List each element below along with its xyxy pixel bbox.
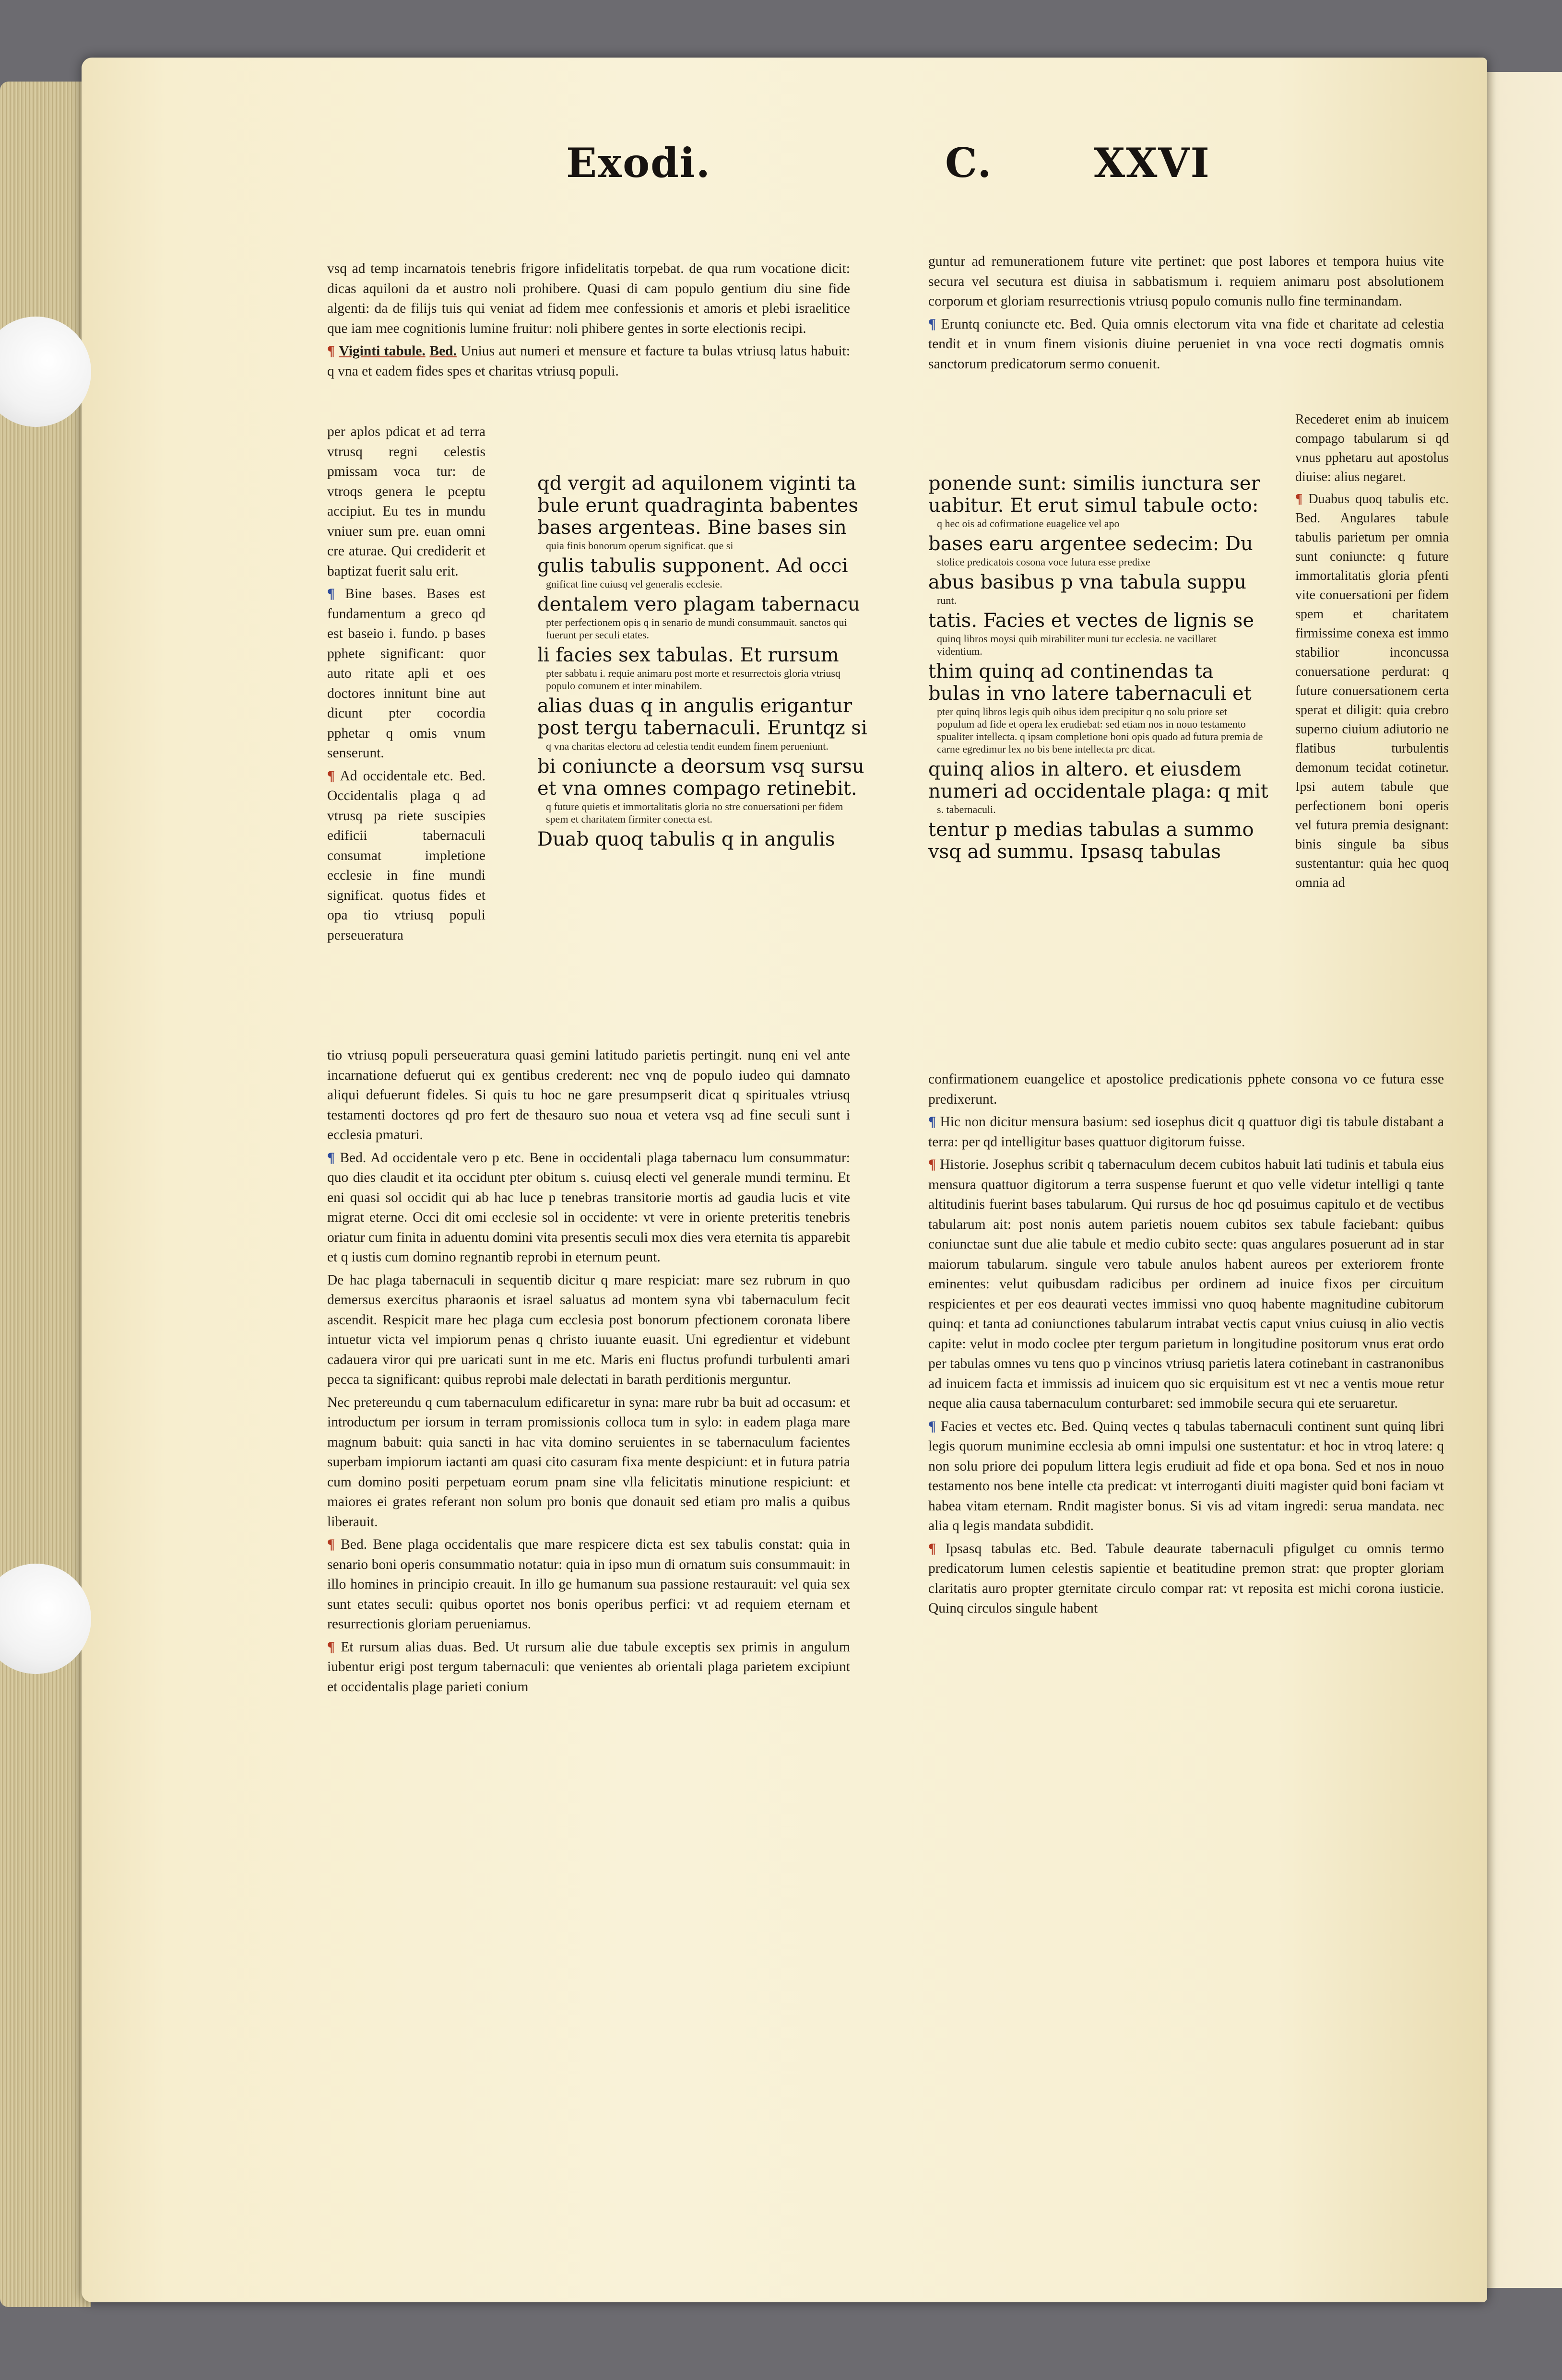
gloss-left-narrow <box>327 422 485 1036</box>
scripture-line: bases argenteas. Bine bases sin <box>537 517 847 539</box>
gloss-right-bottom <box>928 1070 1444 1943</box>
gloss-paragraph: De hac plaga tabernaculi in sequentib dicitur q mare respiciat: mare sez rubrum in quo demersus exercitus pharaonis et israel saluatus ad montem syna vbi tabernaculum fecit ascendit. Respicit mare hec plaga cum ecclesia post bonorum pfectionem coronata libere intuetur victa vel impiorum penas q christo iuuante euasit. Uni egredientur et videbunt cadauera viror qui pre uaricati sunt in me etc. Maris eni fluctus profundi turbulenti amari pecca ta significant: quibus reprobi male delectati in barath perditionis merguntur. <box>327 1272 850 1387</box>
scripture-line: abus basibus p vna tabula suppu <box>928 571 1246 593</box>
gloss-left-bottom <box>327 1046 850 1938</box>
pilcrow-marker: ¶ <box>327 343 335 359</box>
scripture-line: et vna omnes compago retinebit. <box>537 778 857 800</box>
gloss-paragraph <box>327 1535 850 1635</box>
scripture-right <box>928 472 1268 1024</box>
interlinear-gloss: q hec ois ad cofirmatione euagelice vel apo <box>937 518 1120 530</box>
pilcrow-marker: ¶ <box>928 1114 936 1130</box>
gloss-text: Bed. Ad occidentale vero p etc. Bene in occidentali plaga tabernacu lum consummatur: quo dies claudit et ita occidunt pter obitum s. cuiusq electi vel generale mundi terminu. Et eni quasi sol occidit qui ab hac luce p tenebras transitorie mortis ad gaudia lucis et vite migrat eterne. Occi dit omi ecclesie sol in occidente: vt vere in oriente preteritis tenebris oriatur cum finita in aduentu domini vita presentis seculi mox dies vera eternita tis apparebit et q iustis cum domino regnantib reprobi in eternum peunt. <box>327 1150 851 1265</box>
scripture-line: qd vergit ad aquilonem viginti ta <box>537 472 856 495</box>
interlinear-gloss: pter perfectionem opis q in senario de mundi consummauit. sanctos qui fuerunt per seculi etates. <box>546 616 847 641</box>
running-head-chapter: XXVI <box>1094 139 1210 187</box>
scripture-line: bule erunt quadraginta babentes <box>537 495 859 517</box>
gloss-paragraph <box>928 1155 1444 1414</box>
gloss-paragraph-rubricated <box>327 342 850 381</box>
scripture-line: bases earu argentee sedecim: Du <box>928 533 1253 555</box>
gloss-text: Hic non dicitur mensura basium: sed iosephus dicit q quattuor digi tis tabule distabant a terra: per qd intelligitur bases quattuor digitorum fuisse. <box>928 1114 1444 1150</box>
facing-page-edge <box>1477 72 1562 2288</box>
gloss-text: Unius aut numeri et mensure et facture ta bulas vtriusq latus habuit: q vna et eadem fides spes et charitas vtriusq populi. <box>327 343 851 379</box>
gloss-paragraph <box>928 1112 1444 1152</box>
interlinear-gloss: quia finis bonorum operum significat. que si <box>546 540 734 552</box>
interlinear-gloss: runt. <box>937 594 957 606</box>
gloss-paragraph <box>327 584 485 764</box>
pilcrow-marker: ¶ <box>327 1639 335 1655</box>
running-head-book: Exodi. <box>566 139 711 187</box>
pilcrow-marker: ¶ <box>327 586 335 601</box>
scripture-line: uabitur. Et erut simul tabule octo: <box>928 495 1259 517</box>
gloss-paragraph <box>928 1539 1444 1619</box>
interlinear-gloss: pter quinq libros legis quib oibus idem precipitur q no solu priore set populum ad fide et opera lex erudiebat: sed etiam nos in nouo testamento spualiter intellecta. q ipsam completione boni opis quado ad futura premia de carne egredimur lex no bis bene intellecta prc dicat. <box>937 706 1263 755</box>
scripture-left <box>537 472 867 1024</box>
scripture-line: numeri ad occidentale plaga: q mit <box>928 780 1268 802</box>
scripture-line: li facies sex tabulas. Et rursum <box>537 644 839 666</box>
gloss-text: Bine bases. Bases est fundamentum a greco qd est baseio i. fundo. p bases pphete significant: quor auto ritate apli et oes doctores innitunt bine aut dicunt pter cocordia pphetar q omis vnum senserunt. <box>327 586 485 761</box>
running-head <box>528 139 1247 197</box>
gloss-text: Ipsasq tabulas etc. Bed. Tabule deaurate tabernaculi pfigulget cu omnis termo predicatorum lumen celestis sapientie et beatitudine premon strat: que propter gloriam claritatis auro propter gternitate circulo compar rat: vt reposita est michi corona iusticie. Quinq circulos singule habent <box>928 1541 1444 1616</box>
scripture-line: thim quinq ad continendas ta <box>928 660 1214 683</box>
gloss-paragraph <box>928 1417 1444 1536</box>
pilcrow-marker: ¶ <box>327 1537 335 1552</box>
scripture-line: ponende sunt: similis iunctura ser <box>928 472 1260 495</box>
gloss-paragraph: tio vtriusq populi perseueratura quasi gemini latitudo parietis pertingit. nunq eni vel ante incarnatione defuerut qui ex gentibus crederent: nec vnq de populo iudeo qui damnato aliqui defuerunt fideles. Si quis tu hoc ne gare presumpserit dicat q spirituales vtriusq testamenti doctores qd pro fert de thesauro suo noua et vetera vsq ad fine seculi sunt i ecclesia pmaturi. <box>327 1048 850 1143</box>
scripture-line: tentur p medias tabulas a summo <box>928 819 1254 841</box>
scripture-line: quinq alios in altero. et eiusdem <box>928 758 1242 780</box>
interlinear-gloss: pter sabbatu i. requie animaru post morte et resurrectois gloria vtriusq populo comunem et inter minabilem. <box>546 667 840 692</box>
rubric-lemma: Viginti tabule. <box>339 343 426 359</box>
gloss-paragraph: vsq ad temp incarnatois tenebris frigore infidelitatis torpebat. de qua rum vocatione dicit: dicas aquiloni da et austro noli prohibere. Quasi di cam populo gentium diu sine fide algenti: da de filijs tuis qui veniat ad fidem mee confessionis et amoris et plebi israelitice que iam mee cognitionis lumine fruitur: noli phibere gentes in sorte electionis recipi. <box>327 261 850 336</box>
gloss-text: Duabus quoq tabulis etc. Bed. Angulares tabule tabulis parietum per omnia sunt coniuncte: q future immortalitatis gloria pfenti vite conuersationi per fidem spem et charitatem firmissime conexa est immo stabilior inconcussa conuersatione perdurat: q future conuersationem certa sperat et diligit: quia crebro superno ciuium adiutorio ne flatibus turbulentis demonum tecidat cotinetur. Ipsi autem tabule que perfectionem boni operis vel futura premia designant: binis singule ba sibus sustentantur: quia hec quoq omnia ad <box>1295 492 1449 890</box>
pilcrow-marker: ¶ <box>928 1541 936 1556</box>
scripture-line: dentalem vero plagam tabernacu <box>537 593 860 615</box>
gloss-text: Historie. Josephus scribit q tabernaculum decem cubitos habuit lati tudinis et tabula eius mensura quattuor digitorum a terra suspense fuerunt et quo velle videtur intelligi q tante altitudinis fuerint bases tabularum. Qui rursus de hoc qd posuimus capitulo et de vectibus tabularum ait: post nonis autem parietis nouem cubitos sex tabule faciebant: quibus coniunctae sunt due alie tabule et medio cubito secte: quas angulares posuerunt ad in star maiorum tabularum. singule vero tabule anulos habent aureos per exteriorem fronte eminentes: velut quibusdam radicibus per ordinem ad inuice fixos per circuitum respicientes et per eos deaurati vectes immissi vno quoq habente magnitudine cubitorum quinq: et tanta ad coniunctiones tabularum intrabat vectis caput vnius cuiusq in alio vectis capite: velut in modo coclee pter tergum parietum in longitudine positorum vnus erat ordo per tabulas omnes vu tens quo p vincinos vtriusq parietis latera cotinebant in castranonibus ad inuicem facta et immissis ad inuicem quo sic erquisitum est vt nec a ventis moue retur neque alia causa tabernaculum conturbaret: sed immobile secura qui ete seruaretur. <box>928 1157 1444 1411</box>
gloss-text: Facies et vectes etc. Bed. Quinq vectes q tabulas tabernaculi continent sunt quinq libri legis quorum munimine ecclesia ab omni impulsi one sustentatur: et hoc in vtroq latere: q non solu priore dei populum littera legis erudiuit ad fide et opa bona. Sed et nos in nouo testamento nos bene intelle cta predicat: vt interroganti diuiti magister quid boni faciam vt habea vitam eternam. Rndit magister bonus. Si vis ad vitam ingredi: serua mandata. nec alia q legis mandata subdidit. <box>928 1418 1444 1533</box>
scripture-line: post tergu tabernaculi. Eruntqz si <box>537 717 867 739</box>
scripture-line: bi coniuncte a deorsum vsq sursu <box>537 755 864 778</box>
gloss-text: Et rursum alias duas. Bed. Ut rursum alie due tabule exceptis sex primis in angulum iubentur erigi post tergum tabernaculi: que venientes ab orientali plaga parietem excipiunt et occidentalis plage parieti conium <box>327 1639 850 1695</box>
scripture-line: Duab quoq tabulis q in angulis <box>537 828 835 850</box>
scripture-line: gulis tabulis supponent. Ad occi <box>537 555 848 577</box>
rubric-source: Bed. <box>429 343 457 359</box>
gloss-text: Eruntq coniuncte etc. Bed. Quia omnis electorum vita vna fide et charitate ad celestia tendit et in vnum finem visionis diuine perueniet in vna voce recti dogmatis omnis sanctorum predicatorum sermo conuenit. <box>928 316 1444 372</box>
pilcrow-marker: ¶ <box>1295 492 1303 507</box>
running-head-letter: C. <box>945 139 993 187</box>
gloss-text: Bed. Bene plaga occidentalis que mare respicere dicta est sex tabulis constat: quia in senario boni operis consummatio notatur: quia in ipso mun di ornatum suis consummauit: in illo homines in principio creauit. In illo ge humanum sua passione restaurauit: vel quia sex sunt etates seculi: quibus oportet nos bonis operibus perfici: vt ad requiem eternam et resurrectionis gloriam perueniamus. <box>327 1537 851 1632</box>
gloss-paragraph <box>327 766 485 946</box>
gloss-paragraph: per aplos pdicat et ad terra vtrusq regni celestis pmissam voca tur: de vtroqs genera le pceptu accipiut. Eu tes in mundu vniuer sum pre. euan omni cre aturae. Qui crediderit et baptizat fuerit salu erit. <box>327 424 485 579</box>
scripture-line: alias duas q in angulis erigantur <box>537 695 852 717</box>
pilcrow-marker: ¶ <box>327 1150 335 1166</box>
scripture-line: bulas in vno latere tabernaculi et <box>928 683 1252 705</box>
interlinear-gloss: q vna charitas electoru ad celestia tendit eundem finem perueniunt. <box>546 740 828 752</box>
interlinear-gloss: gnificat fine cuiusq vel generalis ecclesie. <box>546 578 722 590</box>
interlinear-gloss: s. tabernaculi. <box>937 803 996 815</box>
gloss-text: Ad occidentale etc. Bed. Occidentalis plaga q ad vtrusq pa riete suscipies edificii tabernaculi consumat impletione ecclesie in fine mundi significat. quotus fides et opa tio vtriusq populi perseueratura <box>327 768 486 943</box>
gloss-paragraph <box>327 1638 850 1697</box>
gloss-paragraph <box>1295 490 1449 893</box>
gloss-paragraph <box>928 315 1444 375</box>
interlinear-gloss: quinq libros moysi quib mirabiliter muni tur ecclesia. ne vacillaret videntium. <box>937 633 1217 657</box>
gloss-right-top <box>928 252 1444 420</box>
scripture-line: tatis. Facies et vectes de lignis se <box>928 610 1254 632</box>
gloss-paragraph: Nec pretereundu q cum tabernaculum edificaretur in syna: mare rubr ba buit ad occasum: et introductum per iorsum in terram promissionis colloca tum in sylo: in eadem plaga mare magnum babuit: quia sancti in hac vita domino seruientes in se tabernaculum facientes superbam impiorum iactanti am quasi cito casuram fixa mente despiciunt: et in futura patria cum domino positi perpetuam eorum pnam sine vlla felicitatis minutione respiciunt: et maiores ei grates referant non solum pro bonis que donauit sed etiam pro malis a quibus liberauit. <box>327 1394 850 1530</box>
gloss-right-narrow <box>1295 410 1449 1067</box>
gloss-paragraph <box>327 1148 850 1268</box>
gloss-paragraph: guntur ad remunerationem future vite pertinet: que post labores et tempora huius vite secura vel secutura est diuisa in sabbatismum i. requiem animaru post absolutionem corporum et gloriam resurrectionis vtriusq populo comunis nullo fine terminandam. <box>928 254 1444 309</box>
pilcrow-marker: ¶ <box>928 316 936 332</box>
interlinear-gloss: stolice predicatois cosona voce futura esse predixe <box>937 556 1150 568</box>
scripture-line: vsq ad summu. Ipsasq tabulas <box>928 841 1221 863</box>
gloss-paragraph: Recederet enim ab inuicem compago tabularum si qd vnus pphetaru aut apostolus diuise: alius negaret. <box>1295 412 1449 484</box>
pilcrow-marker: ¶ <box>928 1418 936 1434</box>
gloss-paragraph: confirmationem euangelice et apostolice predicationis pphete consona vo ce futura esse predixerunt. <box>928 1072 1444 1107</box>
pilcrow-marker: ¶ <box>327 768 335 784</box>
pilcrow-marker: ¶ <box>928 1157 936 1172</box>
interlinear-gloss: q future quietis et immortalitatis gloria no stre conuersationi per fidem spem et charitatem firmiter conecta est. <box>546 801 843 825</box>
